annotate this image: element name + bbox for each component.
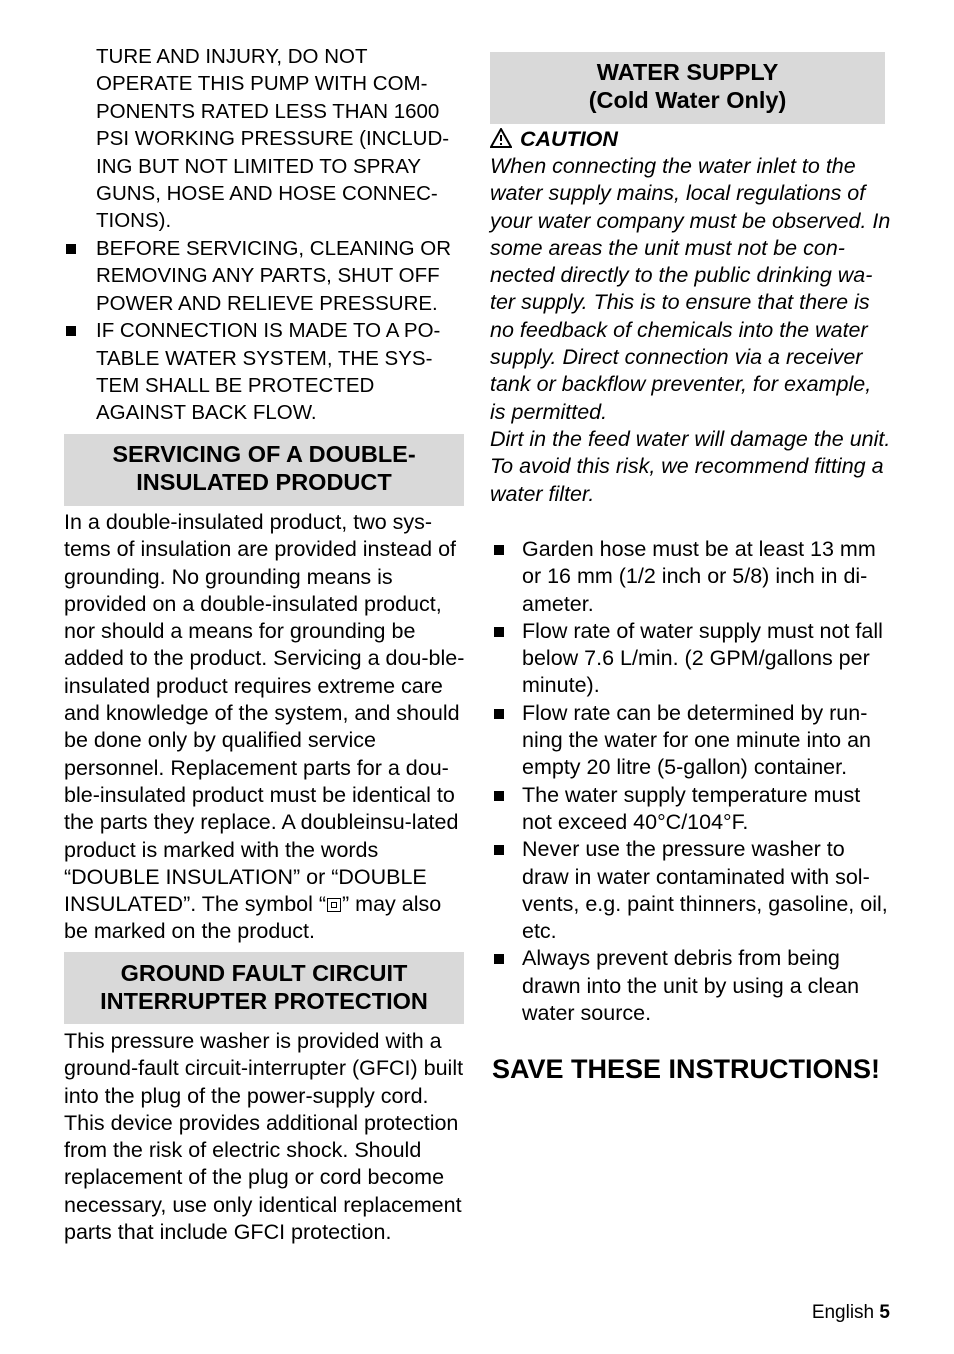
- servicing-paragraph: [64, 509, 466, 946]
- list-item: [490, 536, 892, 618]
- caution-label: CAUTION: [520, 127, 618, 151]
- bullet-text: IF CONNECTION IS MADE TO A PO-TABLE WATER SYSTEM, THE SYS-TEM SHALL BE PROTECTED AGAINST BACK FLOW.: [96, 319, 441, 425]
- list-item: [490, 782, 892, 837]
- list-item: [490, 836, 892, 945]
- caps-continuation-text: TURE AND INJURY, DO NOT OPERATE THIS PUMP WITH COM-PONENTS RATED LESS THAN 1600 PSI WORKING PRESSURE (INCLUD-ING BUT NOT LIMITED TO SPRAY GUNS, HOSE AND HOSE CONNEC-TIONS).: [96, 45, 450, 233]
- water-requirements-list: [490, 536, 892, 1027]
- list-item: [490, 618, 892, 700]
- gfci-heading: [64, 952, 464, 1024]
- servicing-text-part1: In a double-insulated product, two sys-tems of insulation are provided instead of grounding. No grounding means is provided on a double-insulated product, nor should a means for grounding be added to the product. Servicing a dou-ble-insulated product requires extreme care and knowledge of the system, and should be done only by qualified service personnel. Replacement parts for a dou-ble-insulated product must be identical to the parts they replace. A doubleinsu-lated product is marked with the words “DOUBLE INSULATION” or “DOUBLE INSULATED”. The symbol “: [64, 510, 465, 917]
- servicing-text-part2: ” may also be marked on the product.: [64, 892, 442, 944]
- servicing-heading: [64, 434, 464, 506]
- warning-triangle-icon: [490, 128, 512, 148]
- footer-language: English: [811, 1302, 875, 1323]
- bullet-icon: [494, 709, 504, 719]
- list-item: [64, 235, 466, 317]
- bullet-text: Flow rate of water supply must not fall below 7.6 L/min. (2 GPM/gallons per minute).: [522, 618, 883, 698]
- caution-text-1: When connecting the water inlet to the water supply mains, local regulations of your water company must be observed. In some areas the unit must not be con-nected directly to the public drinking wa-ter supply. This is to ensure that there is no feedback of chemicals into the water supply. Direct connection via a receiver tank or backflow preventer, for example, is permitted.: [490, 154, 891, 424]
- caution-heading: [490, 126, 618, 153]
- water-heading-line2: (Cold Water Only): [588, 86, 787, 113]
- bullet-icon: [66, 244, 76, 254]
- bullet-icon: [66, 326, 76, 336]
- page-number: 5: [879, 1302, 890, 1323]
- bullet-text: Flow rate can be determined by run-ning the water for one minute into an empty 20 litre (5-gallon) container.: [522, 700, 871, 780]
- caution-body: [490, 153, 892, 508]
- gfci-heading-line2: INTERRUPTER PROTECTION: [100, 987, 428, 1014]
- bullet-icon: [494, 954, 504, 964]
- list-item: [490, 945, 892, 1027]
- double-square-icon: [327, 898, 341, 912]
- list-item: [490, 700, 892, 782]
- bullet-text: Garden hose must be at least 13 mm or 16 mm (1/2 inch or 5/8) inch in di-ameter.: [522, 537, 876, 616]
- bullet-icon: [494, 845, 504, 855]
- gfci-heading-line1: GROUND FAULT CIRCUIT: [120, 960, 408, 986]
- bullet-text: The water supply temperature must not exceed 40°C/104°F.: [522, 782, 861, 834]
- water-heading-line1: WATER SUPPLY: [596, 59, 779, 85]
- servicing-heading-line2: INSULATED PRODUCT: [136, 468, 392, 495]
- safety-bullet-list: [64, 235, 466, 427]
- safety-warning-continuation: [96, 43, 466, 235]
- water-supply-heading: [490, 52, 885, 124]
- caution-text-2: Dirt in the feed water will damage the unit. To avoid this risk, we recommend fitting a water filter.: [490, 426, 891, 506]
- bullet-icon: [494, 627, 504, 637]
- gfci-paragraph: This pressure washer is provided with a ground-fault circuit-interrupter (GFCI) built into the plug of the power-supply cord. This device provides additional protection from the risk of electric shock. Should replacement of the plug or cord become necessary, use only identical replacement parts that include GFCI protection.: [64, 1029, 464, 1245]
- bullet-text: Always prevent debris from being drawn into the unit by using a clean water source.: [522, 946, 860, 1026]
- servicing-heading-line1: SERVICING OF A DOUBLE-: [112, 441, 416, 467]
- page-footer: [812, 1302, 890, 1324]
- bullet-text: Never use the pressure washer to draw in water contaminated with sol-vents, e.g. paint thinners, gasoline, oil, etc.: [522, 837, 888, 944]
- bullet-text: BEFORE SERVICING, CLEANING OR REMOVING ANY PARTS, SHUT OFF POWER AND RELIEVE PRESSURE.: [96, 237, 452, 315]
- bullet-icon: [494, 545, 504, 555]
- save-instructions-heading: SAVE THESE INSTRUCTIONS!: [492, 1054, 881, 1084]
- list-item: [64, 317, 466, 427]
- bullet-icon: [494, 791, 504, 801]
